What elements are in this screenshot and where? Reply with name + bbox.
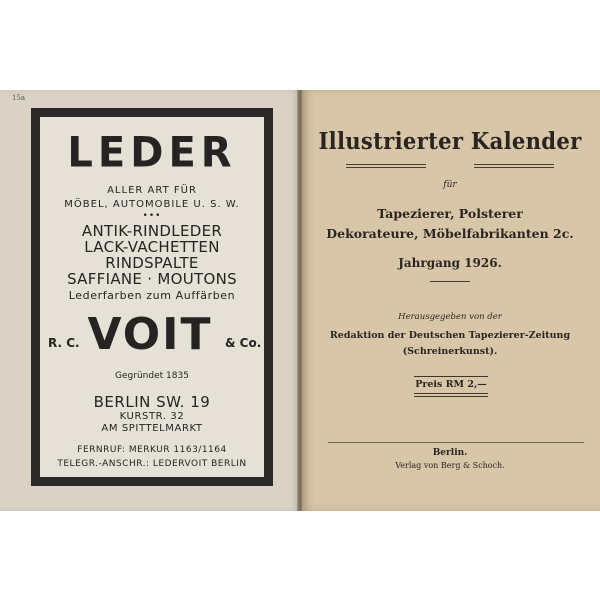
ad-product-2: LACK-VACHETTEN bbox=[84, 238, 220, 256]
firm-name-row bbox=[40, 309, 264, 361]
firm-suffix: & Co. bbox=[225, 336, 262, 350]
ad-product-4: SAFFIANE · MOUTONS bbox=[67, 270, 237, 288]
ad-colors-line: Lederfarben zum Auffärben bbox=[68, 289, 236, 302]
year-line: Jahrgang 1926. bbox=[398, 256, 502, 270]
calendar-title: Illustrierter Kalender bbox=[318, 128, 582, 155]
publisher-name: Verlag von Berg & Schoch. bbox=[395, 461, 505, 470]
for-line: für bbox=[443, 180, 457, 190]
ad-product-1: ANTIK-RINDLEDER bbox=[81, 222, 223, 240]
book-spread bbox=[0, 90, 600, 511]
founded-line: Gegründet 1835 bbox=[115, 371, 189, 381]
editor-intro: Herausgegeben von der bbox=[398, 312, 502, 322]
year-rule bbox=[430, 281, 470, 282]
city-line: BERLIN SW. 19 bbox=[93, 393, 211, 411]
title-rule-right-2 bbox=[474, 167, 554, 168]
price-box: Preis RM 2,— bbox=[414, 376, 488, 394]
ad-line-1: ALLER ART FÜR bbox=[107, 185, 197, 196]
page-number: 15a bbox=[12, 94, 26, 102]
ad-separator: ••• bbox=[142, 211, 162, 221]
trades-line-1: Tapezierer, Polsterer bbox=[377, 206, 523, 221]
title-rule-right bbox=[474, 164, 554, 165]
left-page bbox=[0, 90, 300, 511]
ad-product-3: RINDSPALTE bbox=[105, 254, 199, 272]
trades-line-2: Dekorateure, Möbelfabrikanten 2c. bbox=[326, 226, 574, 241]
editor-line-2: (Schreinerkunst). bbox=[402, 346, 498, 357]
ad-title: LEDER bbox=[67, 128, 237, 178]
ad-line-2: MÖBEL, AUTOMOBILE U. S. W. bbox=[64, 199, 240, 210]
title-rule-left-2 bbox=[346, 167, 426, 168]
firm-prefix: R. C. bbox=[48, 336, 80, 350]
footer-rule bbox=[328, 442, 584, 443]
firm-name: VOIT bbox=[87, 309, 213, 360]
book-spine bbox=[297, 90, 303, 511]
square-line: AM SPITTELMARKT bbox=[101, 423, 203, 434]
phone-line: FERNRUF: MERKUR 1163/1164 bbox=[77, 445, 227, 455]
street-line: KURSTR. 32 bbox=[119, 411, 185, 422]
editor-line-1: Redaktion der Deutschen Tapezierer-Zeitung bbox=[329, 330, 571, 341]
telegram-line: TELEGR.-ANSCHR.: LEDERVOIT BERLIN bbox=[57, 459, 247, 469]
right-page bbox=[300, 90, 600, 511]
title-rule-left bbox=[346, 164, 426, 165]
publisher-city: Berlin. bbox=[432, 448, 468, 458]
leather-advertisement bbox=[31, 108, 273, 486]
